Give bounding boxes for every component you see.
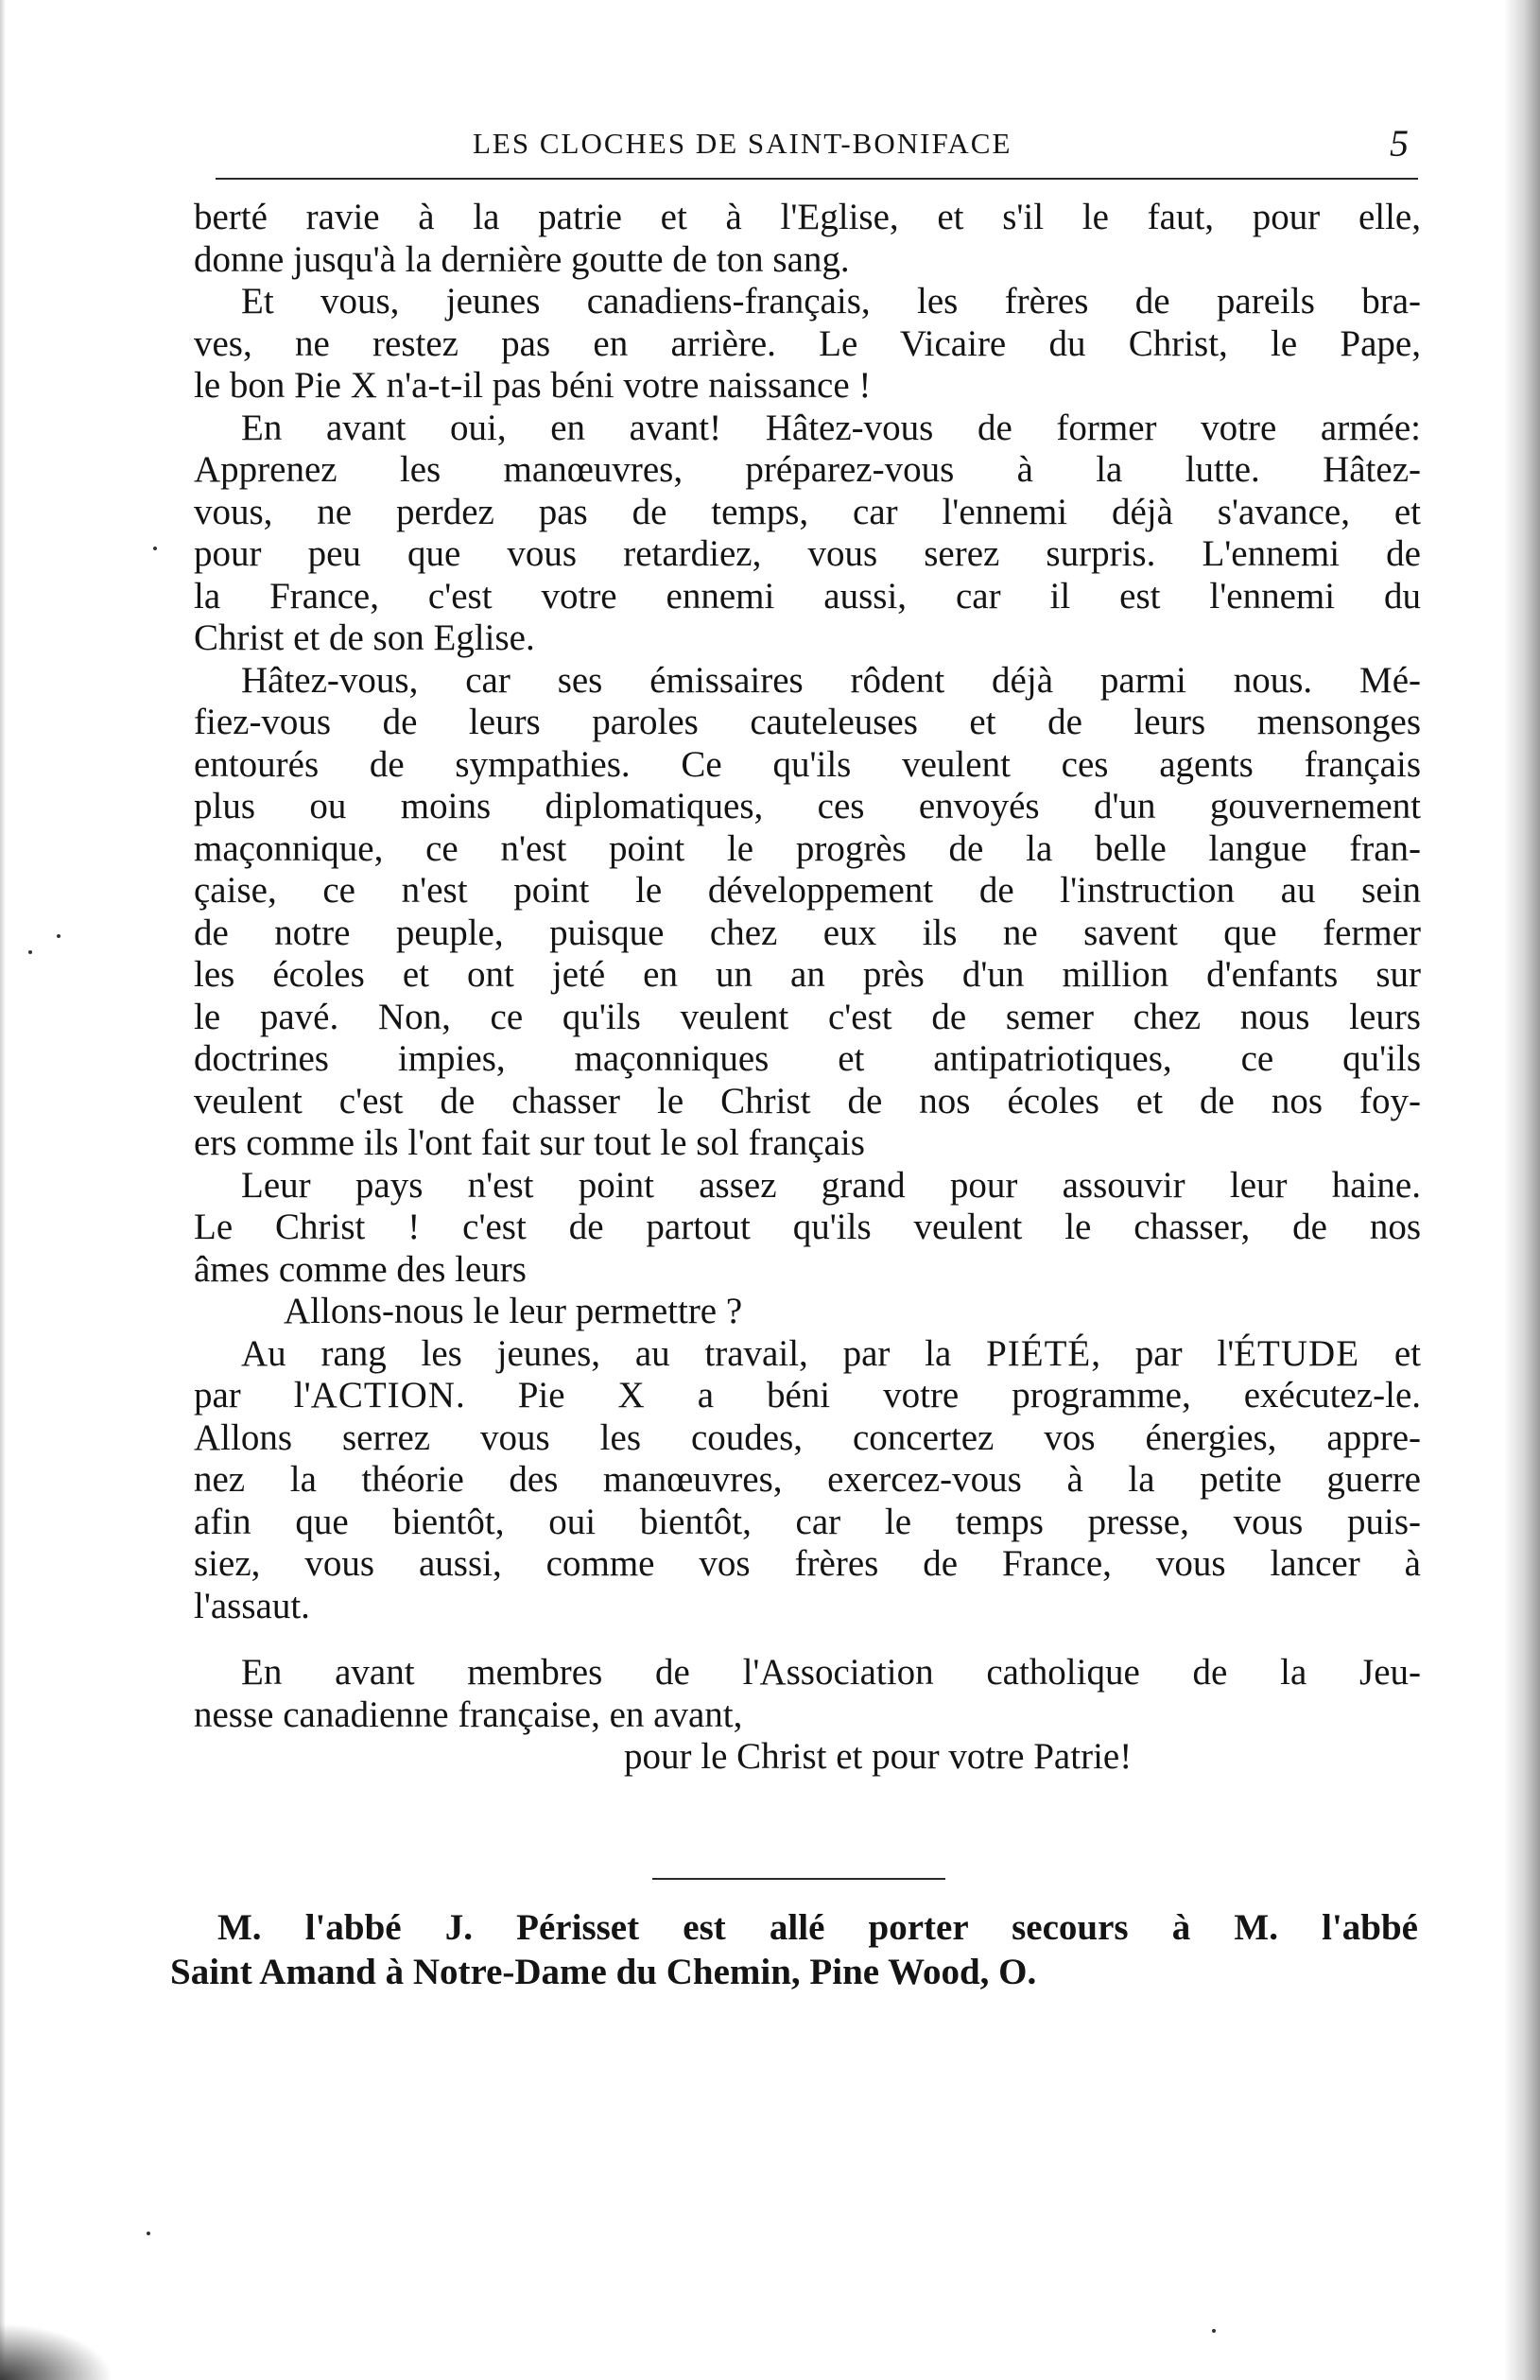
- body-line: de notre peuple, puisque chez eux ils ne savent que fermer: [194, 912, 1421, 953]
- body-smallcaps-etude: ÉTUDE: [1234, 1332, 1360, 1374]
- page-number: 5: [1390, 122, 1409, 165]
- running-head: [199, 121, 1409, 168]
- body-line: le bon Pie X n'a-t-il pas béni votre naissance !: [194, 365, 872, 406]
- body-smallcaps-piete: PIÉTÉ: [986, 1332, 1092, 1374]
- body-line-mixed: [194, 1375, 1421, 1417]
- body-line: Christ et de son Eglise.: [194, 617, 535, 658]
- body-line: entourés de sympathies. Ce qu'ils veulent ces agents français: [194, 743, 1421, 785]
- body-line: En avant membres de l'Association catholique de la Jeu-: [241, 1652, 1421, 1693]
- body-line: Et vous, jeunes canadiens-français, les frères de pareils bra-: [241, 281, 1421, 321]
- body-line: Hâtez-vous, car ses émissaires rôdent déjà parmi nous. Mé-: [241, 659, 1421, 701]
- notice-line: Saint Amand à Notre-Dame du Chemin, Pine Wood, O.: [170, 1952, 1037, 1992]
- header-rule: [216, 178, 1418, 180]
- body-line: En avant oui, en avant! Hâtez-vous de former votre armée:: [241, 407, 1421, 448]
- body-line: doctrines impies, maçonniques et antipatriotiques, ce qu'ils: [194, 1038, 1421, 1079]
- body-line: Leur pays n'est point assez grand pour assouvir leur haine.: [241, 1164, 1421, 1206]
- body-line: âmes comme des leurs: [194, 1248, 527, 1290]
- body-text-run: Au rang les jeunes, au travail, par la: [241, 1332, 952, 1374]
- body-line: çaise, ce n'est point le développement de l'instruction au sein: [194, 870, 1421, 911]
- body-line: ers comme ils l'ont fait sur tout le sol français: [194, 1122, 865, 1163]
- body-line: Le Christ ! c'est de partout qu'ils veulent le chasser, de nos: [194, 1207, 1421, 1247]
- print-speck: [57, 934, 61, 938]
- print-speck: [153, 547, 157, 550]
- body-line-mixed: [194, 1333, 1421, 1376]
- body-line: nez la théorie des manœuvres, exercez-vous à la petite guerre: [194, 1459, 1421, 1500]
- article-body: [194, 197, 1421, 1779]
- body-line: maçonnique, ce n'est point le progrès de la belle langue fran-: [194, 827, 1421, 869]
- body-line: l'assaut.: [194, 1585, 310, 1626]
- running-title: LES CLOCHES DE SAINT-BONIFACE: [473, 127, 1012, 160]
- body-text-run: . Pie X a béni votre programme, exécutez-le.: [455, 1375, 1421, 1416]
- corner-shadow: [0, 2323, 113, 2380]
- section-rule: [652, 1878, 945, 1880]
- body-line: veulent c'est de chasser le Christ de nos écoles et de nos foy-: [194, 1080, 1421, 1121]
- body-line: le pavé. Non, ce qu'ils veulent c'est de semer chez nous leurs: [194, 996, 1421, 1037]
- body-line: fiez-vous de leurs paroles cauteleuses et de leurs mensonges: [194, 702, 1421, 742]
- body-smallcaps-action: ACTION: [310, 1375, 456, 1416]
- body-text-run: , par l': [1091, 1332, 1235, 1374]
- body-line: Apprenez les manœuvres, préparez-vous à la lutte. Hâtez-: [194, 449, 1421, 490]
- body-line: siez, vous aussi, comme vos frères de France, vous lancer à: [194, 1543, 1421, 1584]
- page-edge-right: [1504, 0, 1540, 2380]
- page-edge-left: [0, 0, 6, 2380]
- body-line: ves, ne restez pas en arrière. Le Vicaire du Christ, le Pape,: [194, 322, 1421, 364]
- body-line: afin que bientôt, oui bientôt, car le temps presse, vous puis-: [194, 1501, 1421, 1542]
- notice-line: M. l'abbé J. Périsset est allé porter secours à M. l'abbé: [217, 1907, 1418, 1948]
- body-line: vous, ne perdez pas de temps, car l'ennemi déjà s'avance, et: [194, 491, 1421, 532]
- paragraph-gap: [194, 1627, 1421, 1652]
- body-line: nesse canadienne française, en avant,: [194, 1694, 743, 1735]
- body-line: Allons serrez vous les coudes, concertez vos énergies, appre-: [194, 1416, 1421, 1458]
- body-line: berté ravie à la patrie et à l'Eglise, et s'il le faut, pour elle,: [194, 197, 1421, 237]
- print-speck: [147, 2232, 150, 2235]
- print-speck: [1212, 2329, 1216, 2333]
- body-line: donne jusqu'à la dernière goutte de ton sang.: [194, 238, 850, 280]
- notice: [170, 1905, 1418, 1994]
- print-speck: [28, 950, 32, 954]
- body-line: Allons-nous le leur permettre ?: [284, 1291, 743, 1331]
- body-line: les écoles et ont jeté en un an près d'un million d'enfants sur: [194, 954, 1421, 995]
- body-line: plus ou moins diplomatiques, ces envoyés d'un gouvernement: [194, 786, 1421, 826]
- body-text-run: par l': [194, 1375, 311, 1416]
- body-line: pour peu que vous retardiez, vous serez surpris. L'ennemi de: [194, 533, 1421, 574]
- body-text-run: et: [1359, 1332, 1421, 1374]
- body-line: pour le Christ et pour votre Patrie!: [624, 1736, 1133, 1777]
- body-line: la France, c'est votre ennemi aussi, car il est l'ennemi du: [194, 575, 1421, 617]
